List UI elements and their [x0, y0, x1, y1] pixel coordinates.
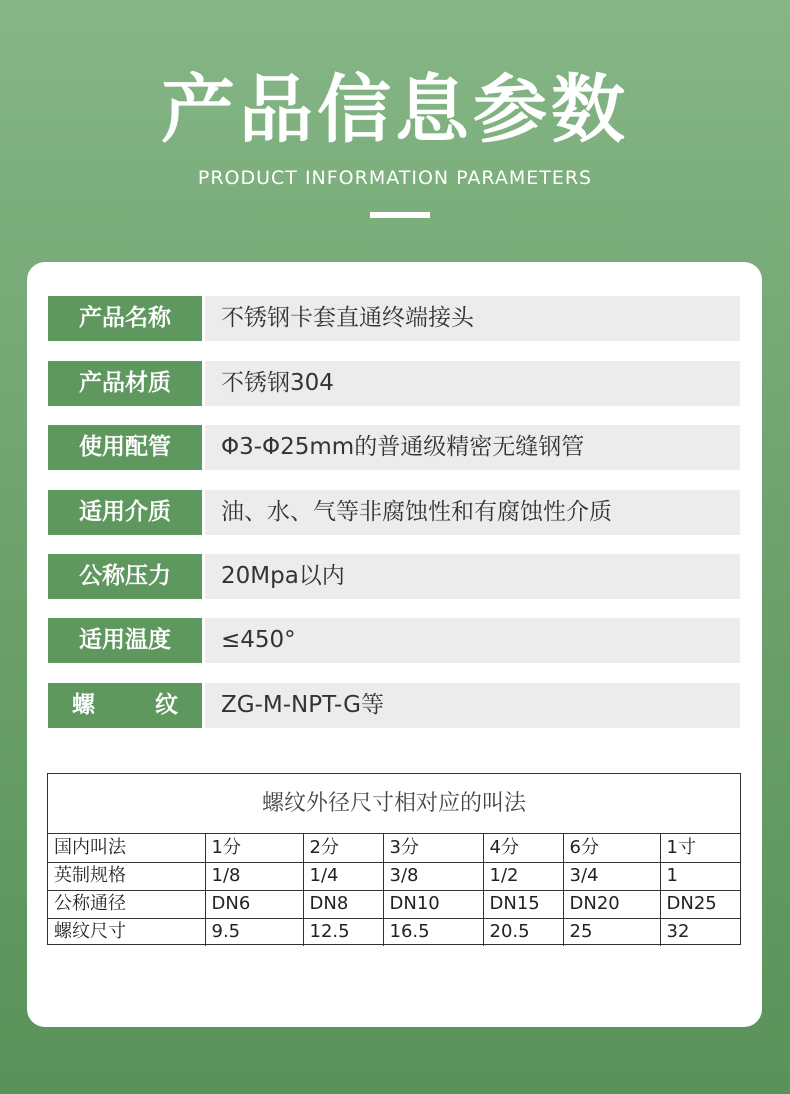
spec-label: 螺纹 [48, 683, 202, 728]
spec-label: 公称压力 [48, 554, 202, 599]
spec-row-thread [48, 683, 740, 728]
table-cell: DN15 [483, 890, 563, 918]
table-cell: 32 [660, 918, 740, 946]
thread-size-table [47, 773, 741, 945]
page-subtitle: PRODUCT INFORMATION PARAMETERS [197, 167, 593, 189]
spec-value: Φ3-Φ25mm的普通级精密无缝钢管 [205, 425, 740, 470]
spec-row-medium [48, 490, 740, 535]
table-cell: 3分 [383, 834, 483, 862]
spec-value: 20Mpa以内 [205, 554, 740, 599]
table-cell: 1/8 [205, 862, 303, 890]
table-cell: 1/4 [303, 862, 383, 890]
table-row [48, 890, 740, 918]
table-cell: 公称通径 [48, 890, 205, 918]
spec-label: 产品材质 [48, 361, 202, 406]
table-cell: 3/8 [383, 862, 483, 890]
table-cell: 国内叫法 [48, 834, 205, 862]
spec-label: 使用配管 [48, 425, 202, 470]
spec-label: 适用介质 [48, 490, 202, 535]
table-cell: DN25 [660, 890, 740, 918]
spec-row-pipe [48, 425, 740, 470]
spec-value: ≤450° [205, 618, 740, 663]
table-cell: 1寸 [660, 834, 740, 862]
spec-value: 油、水、气等非腐蚀性和有腐蚀性介质 [205, 490, 740, 535]
table-cell: DN10 [383, 890, 483, 918]
table-cell: 25 [563, 918, 660, 946]
table-cell: 2分 [303, 834, 383, 862]
spec-label: 适用温度 [48, 618, 202, 663]
table-cell: 1/2 [483, 862, 563, 890]
spec-card [27, 262, 762, 1027]
table-cell: 6分 [563, 834, 660, 862]
table-cell: DN6 [205, 890, 303, 918]
table-cell: 12.5 [303, 918, 383, 946]
table-cell: 1分 [205, 834, 303, 862]
table-cell: DN20 [563, 890, 660, 918]
header [0, 0, 790, 260]
table-cell: 1 [660, 862, 740, 890]
table-cell: 20.5 [483, 918, 563, 946]
spec-row-material [48, 361, 740, 406]
table-row [48, 862, 740, 890]
spec-row-temperature [48, 618, 740, 663]
table-cell: 螺纹尺寸 [48, 918, 205, 946]
thread-table-grid [48, 834, 740, 946]
spec-value: 不锈钢304 [205, 361, 740, 406]
table-row [48, 834, 740, 862]
table-cell: 英制规格 [48, 862, 205, 890]
spec-value: ZG-M-NPT-G等 [205, 683, 740, 728]
table-title: 螺纹外径尺寸相对应的叫法 [48, 774, 740, 834]
table-cell: 4分 [483, 834, 563, 862]
table-row [48, 918, 740, 946]
table-cell: DN8 [303, 890, 383, 918]
table-cell: 3/4 [563, 862, 660, 890]
table-cell: 16.5 [383, 918, 483, 946]
page-title: 产品信息参数 [161, 67, 629, 153]
spec-label: 产品名称 [48, 296, 202, 341]
spec-value: 不锈钢卡套直通终端接头 [205, 296, 740, 341]
spec-row-name [48, 296, 740, 341]
table-cell: 9.5 [205, 918, 303, 946]
spec-row-pressure [48, 554, 740, 599]
title-divider [370, 212, 430, 218]
